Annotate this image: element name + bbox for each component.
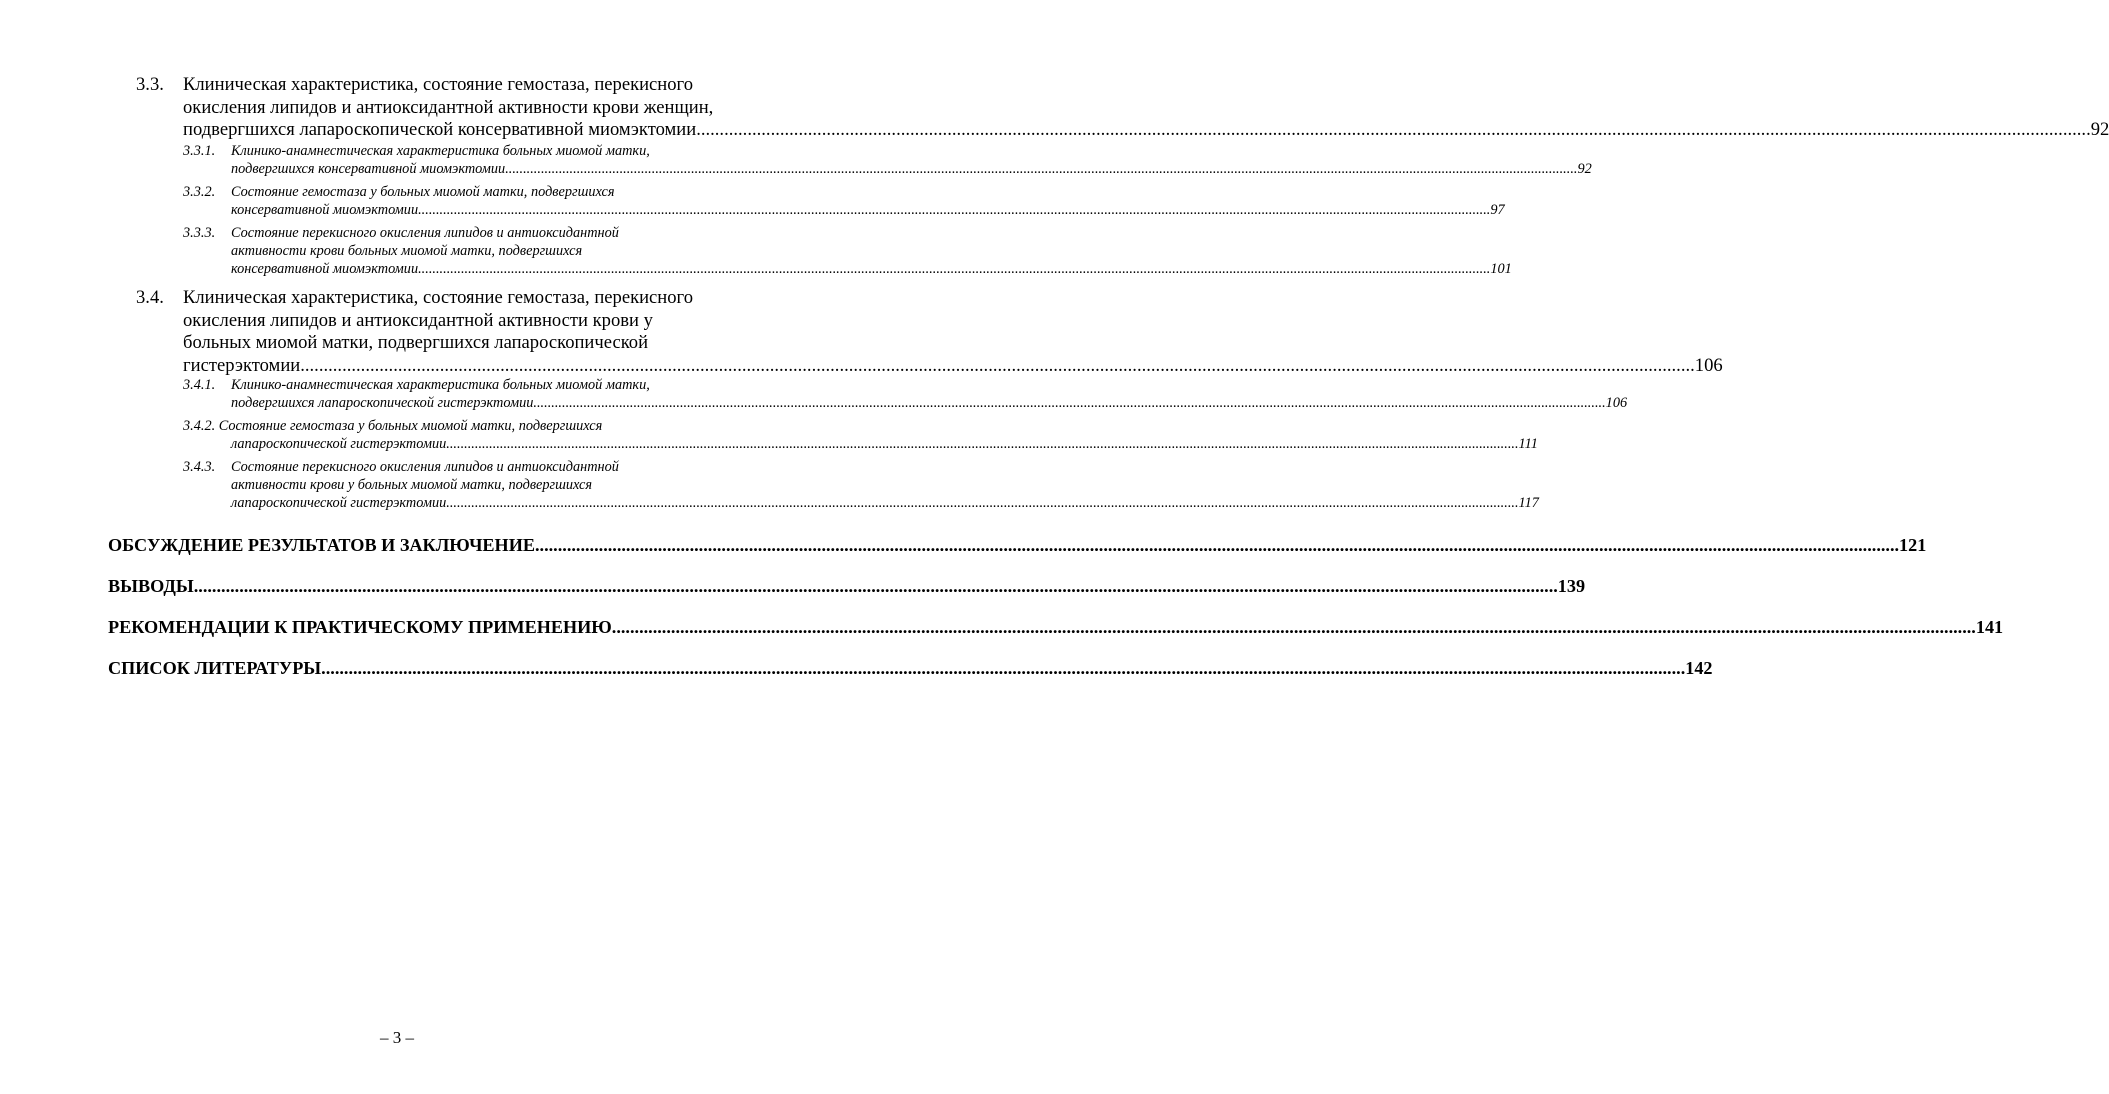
toc-page-number: 97: [1490, 201, 1505, 218]
toc-number: 3.4.3.: [183, 459, 216, 475]
toc-text-line: лапароскопической гистерэктомии: [231, 435, 447, 452]
toc-text-line: Клинико-анамнестическая характеристика больных миомой матки,: [231, 143, 650, 159]
toc-number: 3.4.1.: [183, 377, 216, 393]
toc-chapter-conclusions[interactable]: [108, 575, 1586, 597]
toc-text-line: окисления липидов и антиоксидантной активности крови у: [183, 309, 653, 331]
toc-text-line: Состояние перекисного окисления липидов и антиоксидантной: [231, 225, 619, 241]
toc-page-number: 101: [1490, 260, 1512, 277]
toc-page-number: 92: [2090, 119, 2109, 140]
dot-leader: ............................................................................................................................................................................................................................................................................................................: [611, 617, 1976, 637]
toc-text-line: подвергшихся лапароскопической консервативной миомэктомии: [183, 119, 697, 140]
dot-leader: ............................................................................................................................................................................................................................................................................................................: [446, 494, 1519, 511]
toc-text-line: подвергшихся консервативной миомэктомии: [231, 160, 506, 177]
toc-text-line: активности крови больных миомой матки, подвергшихся: [231, 242, 583, 259]
toc-entry-3-4-2[interactable]: [183, 418, 1538, 454]
toc-text-line: активности крови у больных миомой матки, подвергшихся: [231, 476, 593, 493]
dot-leader: ............................................................................................................................................................................................................................................................................................................: [534, 535, 1900, 555]
toc-chapter-references[interactable]: [108, 657, 1713, 679]
toc-text-line: Клиническая характеристика, состояние гемостаза, перекисного: [183, 74, 694, 95]
toc-chapter-title: СПИСОК ЛИТЕРАТУРЫ: [108, 658, 322, 678]
toc-text-line: консервативной миомэктомии: [231, 201, 419, 218]
dot-leader: ............................................................................................................................................................................................................................................................................................................: [446, 435, 1519, 452]
toc-page-number: 111: [1518, 435, 1538, 452]
page-number-footer: – 3 –: [380, 1028, 414, 1047]
toc-entry-3-3-1[interactable]: [183, 143, 1592, 179]
toc-entry-3-3[interactable]: [136, 74, 2109, 142]
toc-number: 3.4.2.: [183, 418, 216, 434]
toc-page-number: 121: [1899, 535, 1927, 555]
toc-page-number: 106: [1605, 394, 1628, 411]
toc-text-line: больных миомой матки, подвергшихся лапароскопической: [183, 332, 649, 353]
toc-page-number: 92: [1577, 160, 1592, 177]
dot-leader: ............................................................................................................................................................................................................................................................................................................: [533, 394, 1606, 411]
toc-entry-3-4-3[interactable]: [183, 459, 1539, 512]
dot-leader: ............................................................................................................................................................................................................................................................................................................: [300, 354, 1695, 376]
toc-chapter-title: РЕКОМЕНДАЦИИ К ПРАКТИЧЕСКОМУ ПРИМЕНЕНИЮ: [108, 617, 612, 637]
toc-page-number: 139: [1557, 576, 1586, 596]
dot-leader: ............................................................................................................................................................................................................................................................................................................: [193, 576, 1558, 596]
dot-leader: ............................................................................................................................................................................................................................................................................................................: [505, 160, 1578, 177]
toc-text-line: подвергшихся лапароскопической гистерэктомии: [231, 394, 534, 411]
toc-chapter-title: ОБСУЖДЕНИЕ РЕЗУЛЬТАТОВ И ЗАКЛЮЧЕНИЕ: [108, 535, 535, 555]
toc-text-line: гистерэктомии: [183, 354, 301, 376]
toc-text-line: Состояние гемостаза у больных миомой матки, подвергшихся: [218, 418, 603, 434]
toc-entry-3-3-2[interactable]: [183, 184, 1505, 220]
dot-leader: ............................................................................................................................................................................................................................................................................................................: [418, 201, 1491, 218]
toc-number: 3.3.2.: [183, 184, 216, 200]
toc-entry-3-3-3[interactable]: [183, 225, 1512, 278]
toc-entry-3-4-1[interactable]: [183, 377, 1628, 413]
toc-number: 3.3.3.: [183, 225, 216, 241]
toc-entry-3-4[interactable]: [136, 287, 1723, 377]
dot-leader: ............................................................................................................................................................................................................................................................................................................: [418, 260, 1491, 277]
toc-text-line: консервативной миомэктомии: [231, 260, 419, 277]
toc-chapter-title: ВЫВОДЫ: [108, 576, 194, 596]
dot-leader: ............................................................................................................................................................................................................................................................................................................: [321, 658, 1686, 678]
dot-leader: ............................................................................................................................................................................................................................................................................................................: [696, 119, 2091, 140]
toc-number: 3.3.: [136, 74, 164, 95]
toc-text-line: Состояние гемостаза у больных миомой матки, подвергшихся: [231, 184, 615, 200]
toc-chapter-recommendations[interactable]: [108, 616, 2004, 638]
toc-chapter-discussion[interactable]: [108, 534, 1927, 556]
toc-page-number: 142: [1685, 658, 1713, 678]
toc-number: 3.4.: [136, 287, 164, 308]
toc-text-line: лапароскопической гистерэктомии: [231, 494, 447, 511]
toc-text-line: Клинико-анамнестическая характеристика больных миомой матки,: [231, 377, 650, 393]
toc-page-number: 106: [1694, 354, 1723, 376]
toc-page-number: 141: [1975, 617, 2004, 637]
toc-text-line: окисления липидов и антиоксидантной активности крови женщин,: [183, 96, 714, 118]
toc-number: 3.3.1.: [183, 143, 216, 159]
toc-text-line: Состояние перекисного окисления липидов и антиоксидантной: [231, 459, 619, 475]
toc-page-number: 117: [1518, 494, 1539, 511]
toc-text-line: Клиническая характеристика, состояние гемостаза, перекисного: [183, 287, 694, 308]
